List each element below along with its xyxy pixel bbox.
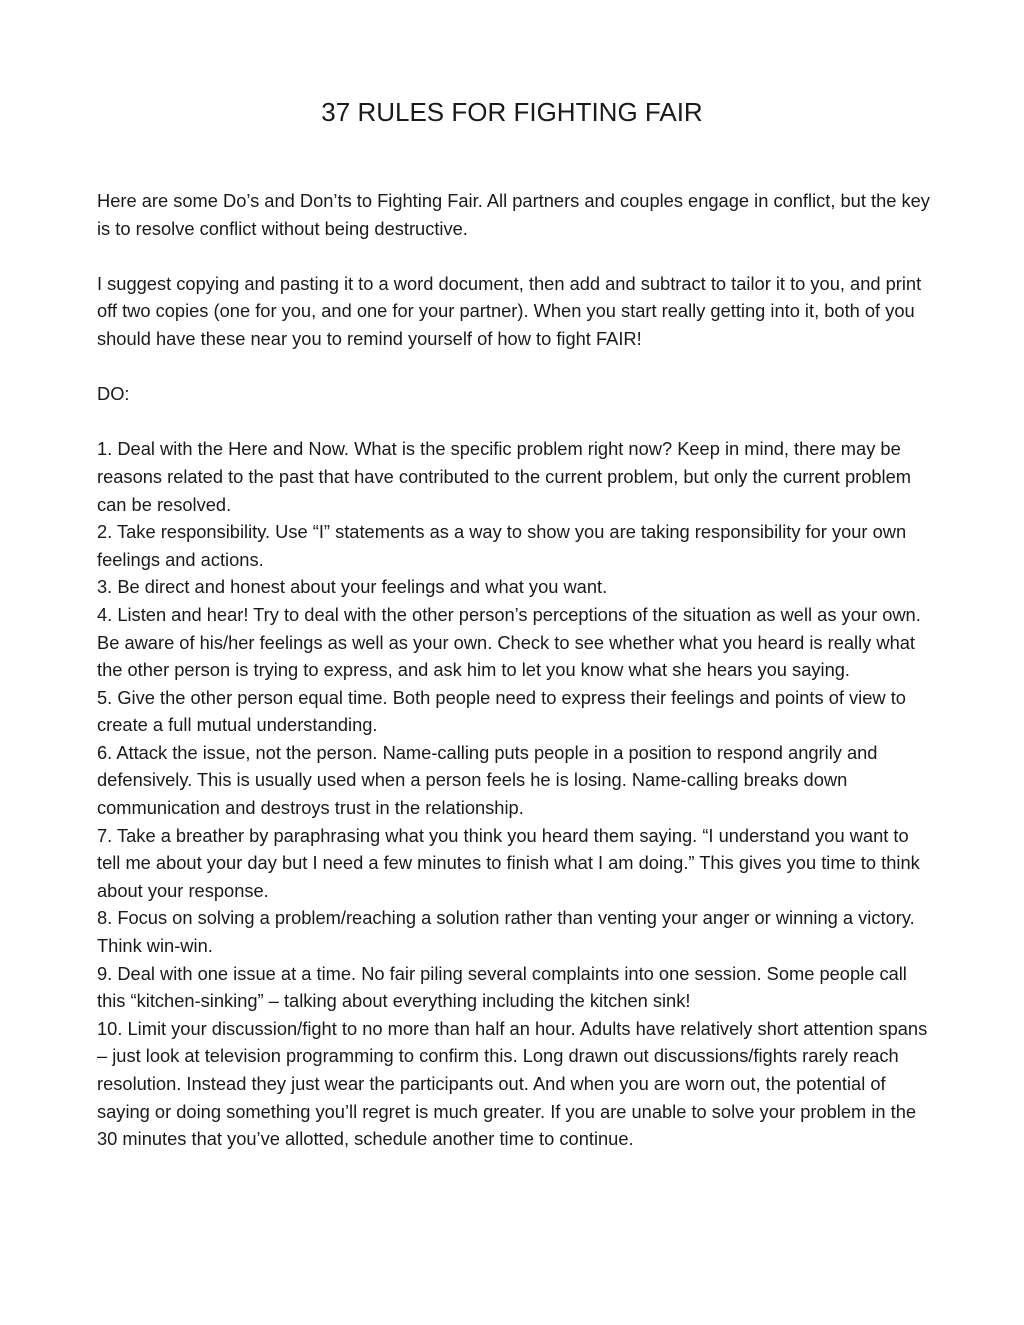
document-body bbox=[97, 187, 937, 1153]
rule-item: 3. Be direct and honest about your feelings and what you want. bbox=[97, 576, 608, 598]
rule-item: 9. Deal with one issue at a time. No fair piling several complaints into one session. Some people call this “kitchen-sinking” – talking about everything including the kitchen sink! bbox=[97, 962, 907, 1012]
rule-item: 8. Focus on solving a problem/reaching a solution rather than venting your anger or winning a victory. Think win-win. bbox=[97, 907, 915, 957]
intro-paragraph: Here are some Do’s and Don’ts to Fighting Fair. All partners and couples engage in conflict, but the key is to resolve conflict without being destructive. bbox=[97, 190, 930, 239]
do-heading: DO: bbox=[97, 383, 130, 405]
rule-item: 6. Attack the issue, not the person. Name-calling puts people in a position to respond angrily and defensively. This is usually used when a person feels he is losing. Name-calling breaks down communication and destroys trust in the relationship. bbox=[97, 741, 878, 819]
paragraph-spacer bbox=[97, 353, 937, 381]
rule-item: 4. Listen and hear! Try to deal with the other person’s perceptions of the situation as well as your own. Be aware of his/her feelings as well as your own. Check to see whether what you heard is really what the other person is trying to express, and ask him to let you know what she hears you saying. bbox=[97, 603, 921, 681]
rule-item: 2. Take responsibility. Use “I” statements as a way to show you are taking responsibility for your own feelings and actions. bbox=[97, 521, 907, 570]
rule-item: 7. Take a breather by paraphrasing what you think you heard them saying. “I understand you want to tell me about your day but I need a few minutes to finish what I am doing.” This gives you time to think about your response. bbox=[97, 824, 920, 901]
rule-item: 10. Limit your discussion/fight to no more than half an hour. Adults have relatively short attention spans – just look at television programming to confirm this. Long drawn out discussions/fights rarely reach resolution. Instead they just wear the participants out. And when you are worn out, the potential of saying or doing something you’ll regret is much greater. If you are unable to solve your problem in the 30 minutes that you’ve allotted, schedule another time to continue. bbox=[97, 1017, 928, 1150]
paragraph-spacer bbox=[97, 408, 937, 436]
paragraph-spacer bbox=[97, 242, 937, 270]
document-title: 37 RULES FOR FIGHTING FAIR bbox=[321, 97, 703, 127]
rule-item: 5. Give the other person equal time. Both people need to express their feelings and points of view to create a full mutual understanding. bbox=[97, 686, 906, 736]
rules-list bbox=[97, 435, 937, 1152]
suggestion-paragraph: I suggest copying and pasting it to a word document, then add and subtract to tailor it to you, and print off two copies (one for you, and one for your partner). When you start really getting into it, both of you should have these near you to remind yourself of how to fight FAIR! bbox=[97, 272, 922, 349]
rule-item: 1. Deal with the Here and Now. What is the specific problem right now? Keep in mind, there may be reasons related to the past that have contributed to the current problem, but only the current problem can be resolved. bbox=[97, 438, 911, 515]
